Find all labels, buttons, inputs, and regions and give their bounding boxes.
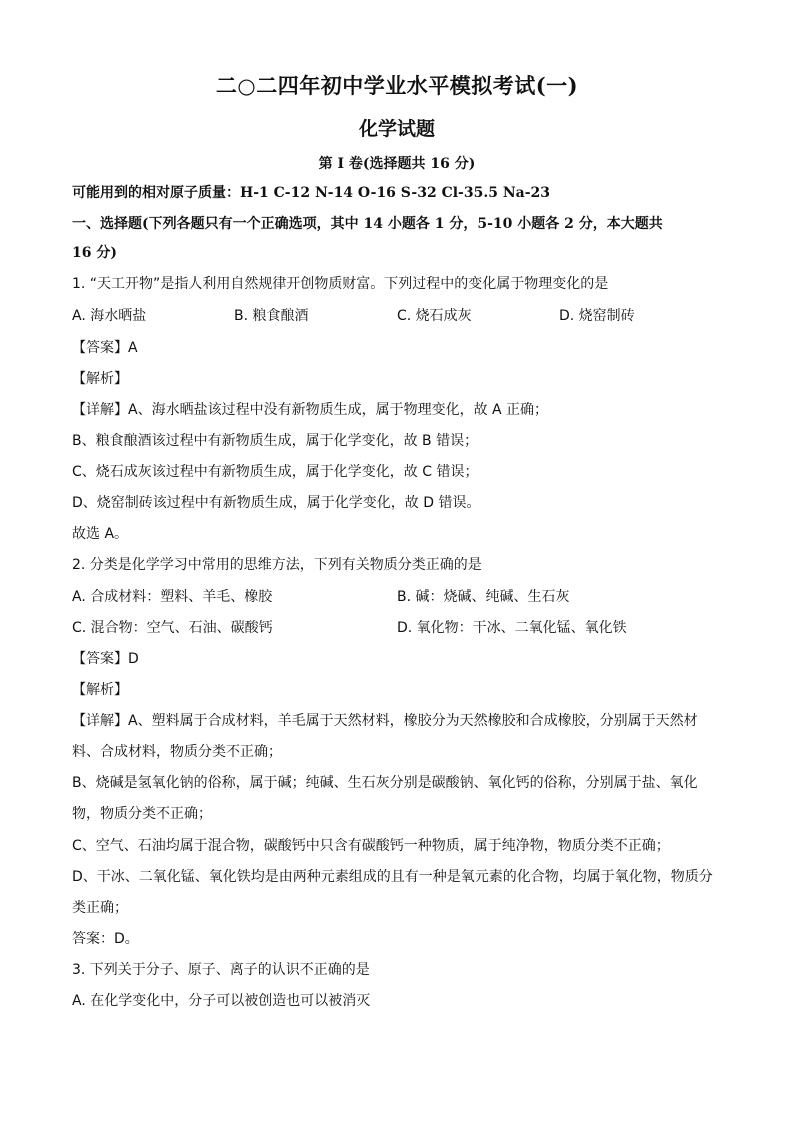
atomic-masses: 可能用到的相对原子质量：H-1 C-12 N-14 O-16 S-32 Cl-35.5 Na-23 [72, 185, 550, 201]
q2-option-a: A. 合成材料：塑料、羊毛、橡胶 [72, 589, 273, 605]
q1-option-d: D. 烧窑制砖 [559, 308, 635, 324]
q2-analysis-label: 【解析】 [72, 682, 128, 698]
q3-option-a: A. 在化学变化中，分子可以被创造也可以被消灭 [72, 993, 371, 1009]
section-one-heading: 一、选择题(下列各题只有一个正确选项，其中 14 小题各 1 分，5-10 小题各 2 分，本大题共 [72, 216, 663, 232]
q1-answer: 【答案】A [72, 340, 138, 356]
q2-conclusion: 答案：D。 [72, 931, 139, 947]
q2-detail-line: 类正确； [72, 900, 128, 916]
q2-option-d: D. 氧化物：干冰、二氧化锰、氧化铁 [397, 620, 627, 636]
q2-detail-line: D、干冰、二氧化锰、氧化铁均是由两种元素组成的且有一种是氧元素的化合物，均属于氧化物，物质分 [72, 869, 713, 885]
subject-title: 化学试题 [358, 118, 435, 140]
exam-title: 二○二四年初中学业水平模拟考试(一) [215, 73, 579, 98]
q2-option-c: C. 混合物：空气、石油、碳酸钙 [72, 620, 273, 636]
q2-detail-line: C、空气、石油均属于混合物，碳酸钙中只含有碳酸钙一种物质，属于纯净物，物质分类不正确； [72, 838, 670, 854]
q2-stem: 2. 分类是化学学习中常用的思维方法，下列有关物质分类正确的是 [72, 557, 482, 573]
q1-detail-line: D、烧窑制砖该过程中有新物质生成，属于化学变化，故 D 错误。 [72, 495, 481, 511]
volume-heading: 第 I 卷(选择题共 16 分) [318, 156, 476, 172]
q2-option-b: B. 碱：烧碱、纯碱、生石灰 [397, 589, 570, 605]
q1-option-a: A. 海水晒盐 [72, 308, 147, 324]
q1-option-b: B. 粮食酿酒 [234, 308, 309, 324]
q2-detail-line: 物，物质分类不正确； [72, 806, 212, 822]
q1-detail-line: B、粮食酿酒该过程中有新物质生成，属于化学变化，故 B 错误； [72, 433, 479, 449]
q1-conclusion: 故选 A。 [72, 526, 129, 542]
q1-analysis-label: 【解析】 [72, 371, 128, 387]
section-one-heading-cont: 16 分) [72, 245, 117, 261]
q1-option-c: C. 烧石成灰 [397, 308, 472, 324]
q3-stem: 3. 下列关于分子、原子、离子的认识不正确的是 [72, 962, 370, 978]
q1-detail-line: 【详解】A、海水晒盐该过程中没有新物质生成，属于物理变化，故 A 正确； [72, 402, 549, 418]
q1-detail-line: C、烧石成灰该过程中有新物质生成，属于化学变化，故 C 错误； [72, 464, 479, 480]
q1-stem: 1. “天工开物”是指人利用自然规律开创物质财富。下列过程中的变化属于物理变化的是 [72, 276, 609, 292]
q2-detail-line: 料、合成材料，物质分类不正确； [72, 744, 282, 760]
q2-detail-line: B、烧碱是氢氧化钠的俗称，属于碱；纯碱、生石灰分别是碳酸钠、氧化钙的俗称，分别属于盐、氧化 [72, 775, 698, 791]
q2-answer: 【答案】D [72, 651, 139, 667]
q2-detail-line: 【详解】A、塑料属于合成材料，羊毛属于天然材料，橡胶分为天然橡胶和合成橡胶，分别属于天然材 [72, 713, 698, 729]
